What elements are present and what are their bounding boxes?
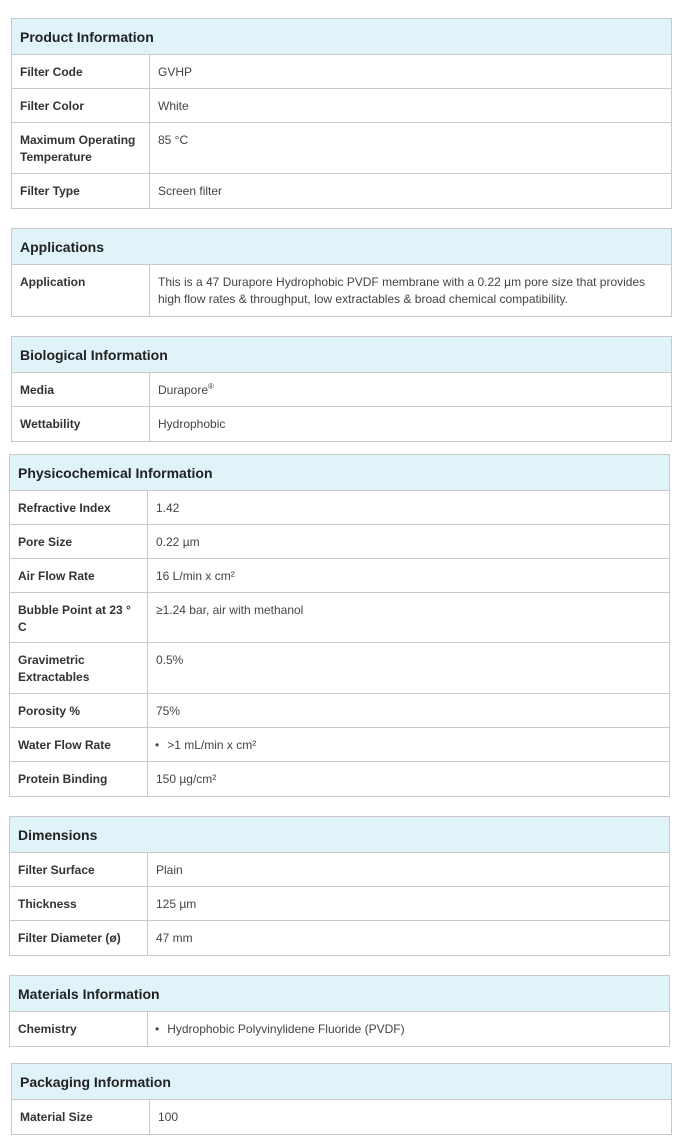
row-value: Hydrophobic	[158, 417, 226, 431]
row-value: GVHP	[158, 65, 193, 79]
chemistry-value: Hydrophobic Polyvinylidene Fluoride (PVDF)	[167, 1022, 405, 1036]
section-title: Biological Information	[12, 337, 671, 373]
row-value: ≥1.24 bar, air with methanol	[156, 603, 304, 617]
table-row	[10, 643, 669, 694]
row-value: Screen filter	[158, 184, 223, 198]
table-row	[10, 491, 669, 525]
table-row	[10, 1012, 669, 1046]
row-label: Air Flow Rate	[10, 559, 148, 592]
table-row	[10, 887, 669, 921]
registered-mark: ®	[208, 382, 214, 391]
packaging-information-table	[11, 1063, 672, 1135]
row-value: 47 mm	[156, 931, 193, 945]
row-value: Plain	[156, 863, 183, 877]
table-row	[10, 762, 669, 796]
row-label: Chemistry	[10, 1012, 148, 1046]
physicochemical-information-table	[9, 454, 670, 797]
dimensions-table	[9, 816, 670, 956]
row-label: Pore Size	[10, 525, 148, 558]
row-label: Application	[12, 265, 150, 316]
row-label: Porosity %	[10, 694, 148, 727]
row-value	[150, 373, 671, 406]
media-value: Durapore	[158, 383, 209, 397]
row-value: 1.42	[156, 501, 180, 515]
table-row	[12, 123, 671, 174]
table-row	[10, 921, 669, 955]
row-label: Water Flow Rate	[10, 728, 148, 761]
row-label: Media	[12, 373, 150, 406]
table-row	[12, 407, 671, 441]
row-label: Filter Surface	[10, 853, 148, 886]
row-value: 85 °C	[158, 133, 189, 147]
table-row	[12, 265, 671, 316]
row-value: 16 L/min x cm²	[156, 569, 235, 583]
row-value: This is a 47 Durapore Hydrophobic PVDF membrane with a 0.22 µm pore size that provides high flow rates & throughput, low extractables & broad chemical compatibility.	[158, 275, 646, 306]
row-label: Filter Color	[12, 89, 150, 122]
row-value: White	[158, 99, 189, 113]
row-value: 150 µg/cm²	[156, 772, 217, 786]
bullet-icon: •	[155, 738, 160, 752]
row-label: Filter Code	[12, 55, 150, 88]
row-label: Refractive Index	[10, 491, 148, 524]
row-label: Gravimetric Extractables	[10, 643, 148, 693]
row-label: Protein Binding	[10, 762, 148, 796]
row-label: Material Size	[12, 1100, 150, 1134]
table-row	[12, 89, 671, 123]
section-title: Materials Information	[10, 976, 669, 1012]
section-title: Applications	[12, 229, 671, 265]
section-title: Dimensions	[10, 817, 669, 853]
table-row	[10, 728, 669, 762]
row-label: Thickness	[10, 887, 148, 920]
water-flow-value: >1 mL/min x cm²	[167, 738, 257, 752]
row-value	[148, 1012, 669, 1046]
row-label: Bubble Point at 23 ° C	[10, 593, 148, 642]
section-title: Product Information	[12, 19, 671, 55]
row-label: Filter Diameter (ø)	[10, 921, 148, 955]
table-row	[12, 55, 671, 89]
table-row	[10, 559, 669, 593]
biological-information-table	[11, 336, 672, 442]
applications-table	[11, 228, 672, 317]
product-information-table	[11, 18, 672, 209]
row-value: 0.5%	[156, 653, 184, 667]
row-value: 75%	[156, 704, 181, 718]
table-row	[12, 174, 671, 208]
table-row	[12, 1100, 671, 1134]
row-value: 100	[158, 1110, 179, 1124]
row-value: 0.22 µm	[156, 535, 200, 549]
table-row	[10, 853, 669, 887]
row-value	[148, 728, 669, 761]
row-value: 125 µm	[156, 897, 197, 911]
section-title: Packaging Information	[12, 1064, 671, 1100]
table-row	[12, 373, 671, 407]
materials-information-table	[9, 975, 670, 1047]
table-row	[10, 694, 669, 728]
table-row	[10, 593, 669, 643]
bullet-icon: •	[155, 1022, 160, 1036]
row-label: Maximum Operating Temperature	[12, 123, 150, 173]
row-label: Wettability	[12, 407, 150, 441]
section-title: Physicochemical Information	[10, 455, 669, 491]
row-label: Filter Type	[12, 174, 150, 208]
table-row	[10, 525, 669, 559]
